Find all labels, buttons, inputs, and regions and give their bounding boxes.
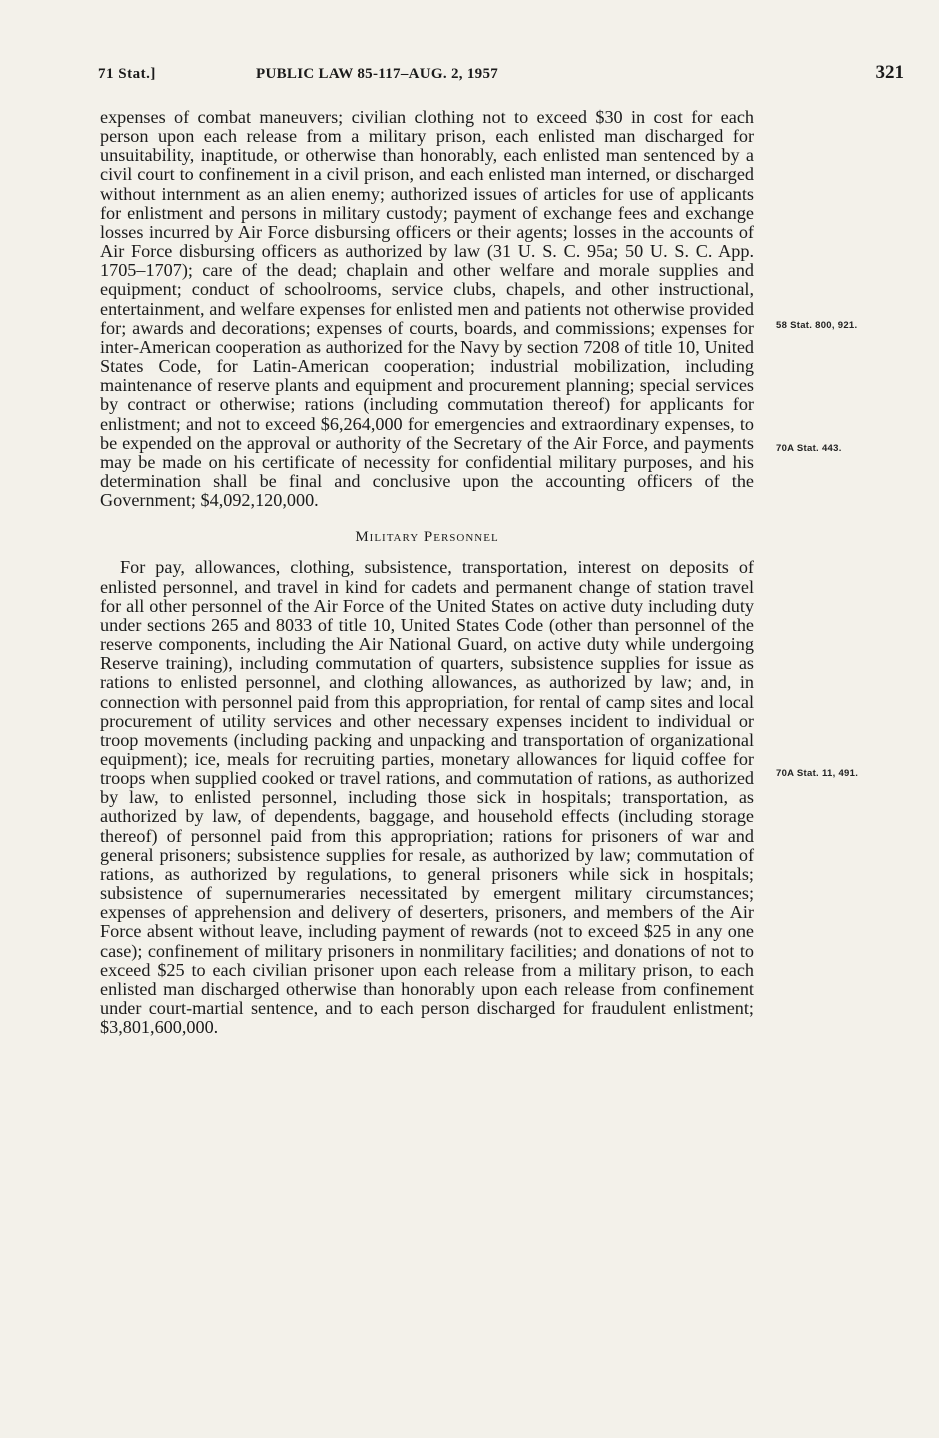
margin-note-citation: 70A Stat. 443. [776,443,842,454]
margin-note-citation: 58 Stat. 800, 921. [776,320,858,331]
page-number: 321 [875,62,904,83]
page-header [98,60,904,90]
paragraph-military-personnel: For pay, allowances, clothing, subsistence, transportation, interest on deposits of enlisted personnel, and travel in kind for cadets and permanent change of station travel for all other personnel of the Air Force of the United States on active duty including duty under sections 265 and 8033 of title 10, United States Code (other than personnel of the reserve components, including the Air National Guard, on active duty while undergoing Reserve training), including commutation of quarters, subsistence supplies for issue as rations to enlisted personnel, and clothing allowances, as authorized by law; and, in connection with personnel paid from this appropriation, for rental of camp sites and local procurement of utility services and other necessary expenses incident to individual or troop movements (including packing and unpacking and transportation of organizational equipment); ice, meals for recruiting parties, monetary allowances for liquid coffee for troops when supplied cooked or travel rations, and commutation of rations, as authorized by law, to enlisted personnel, including those sick in hospitals; transportation, as authorized by law, of dependents, baggage, and household effects (including storage thereof) of personnel paid from this appropriation; rations for prisoners of war and general prisoners; subsistence supplies for resale, as authorized by law; commutation of rations, as authorized by regulations, to general prisoners while sick in hospitals; subsistence of supernumeraries necessitated by emergent military circumstances; expenses of apprehension and delivery of deserters, prisoners, and members of the Air Force absent without leave, including payment of rewards (not to exceed $25 in any one case); confinement of military prisoners in nonmilitary facilities; and donations of not to exceed $25 to each civilian prisoner upon each release from a military prison, to each enlisted man discharged otherwise than honorably upon each release from confinement under court-martial sentence, and to each person discharged for fraudulent enlistment; $3,801,600,000. [100,557,754,1038]
body-text [100,108,754,1037]
law-title: PUBLIC LAW 85-117–AUG. 2, 1957 [256,66,499,82]
margin-note-citation: 70A Stat. 11, 491. [776,768,859,779]
statute-volume: 71 Stat.] [98,66,156,82]
section-heading: Military Personnel [355,529,499,546]
paragraph-continued: expenses of combat maneuvers; civilian clothing not to exceed $30 in cost for each person upon each release from a military prison, each enlisted man discharged for unsuitability, inaptitude, or otherwise than honorably, each enlisted man sentenced by a civil court to confinement in a civil prison, and each enlisted man interned, or discharged without internment as an alien enemy; authorized issues of articles for use of applicants for enlistment and persons in military custody; payment of exchange fees and exchange losses incurred by Air Force disbursing officers or their agents; losses in the accounts of Air Force disbursing officers as authorized by law (31 U. S. C. 95a; 50 U. S. C. App. 1705–1707); care of the dead; chaplain and other welfare and morale supplies and equipment; conduct of schoolrooms, service clubs, chapels, and other instructional, entertainment, and welfare expenses for enlisted men and patients not otherwise provided for; awards and decorations; expenses of courts, boards, and commissions; expenses for inter-American cooperation as authorized for the Navy by section 7208 of title 10, United States Code, for Latin-American cooperation; industrial mobilization, including maintenance of reserve plants and equipment and procurement planning; special services by contract or otherwise; rations (including commutation thereof) for applicants for enlistment; and not to exceed $6,264,000 for emergencies and extraordinary expenses, to be expended on the approval or authority of the Secretary of the Air Force, and payments may be made on his certificate of necessity for confidential military purposes, and his determination shall be final and conclusive upon the accounting officers of the Government; $4,092,120,000. [100,107,754,511]
